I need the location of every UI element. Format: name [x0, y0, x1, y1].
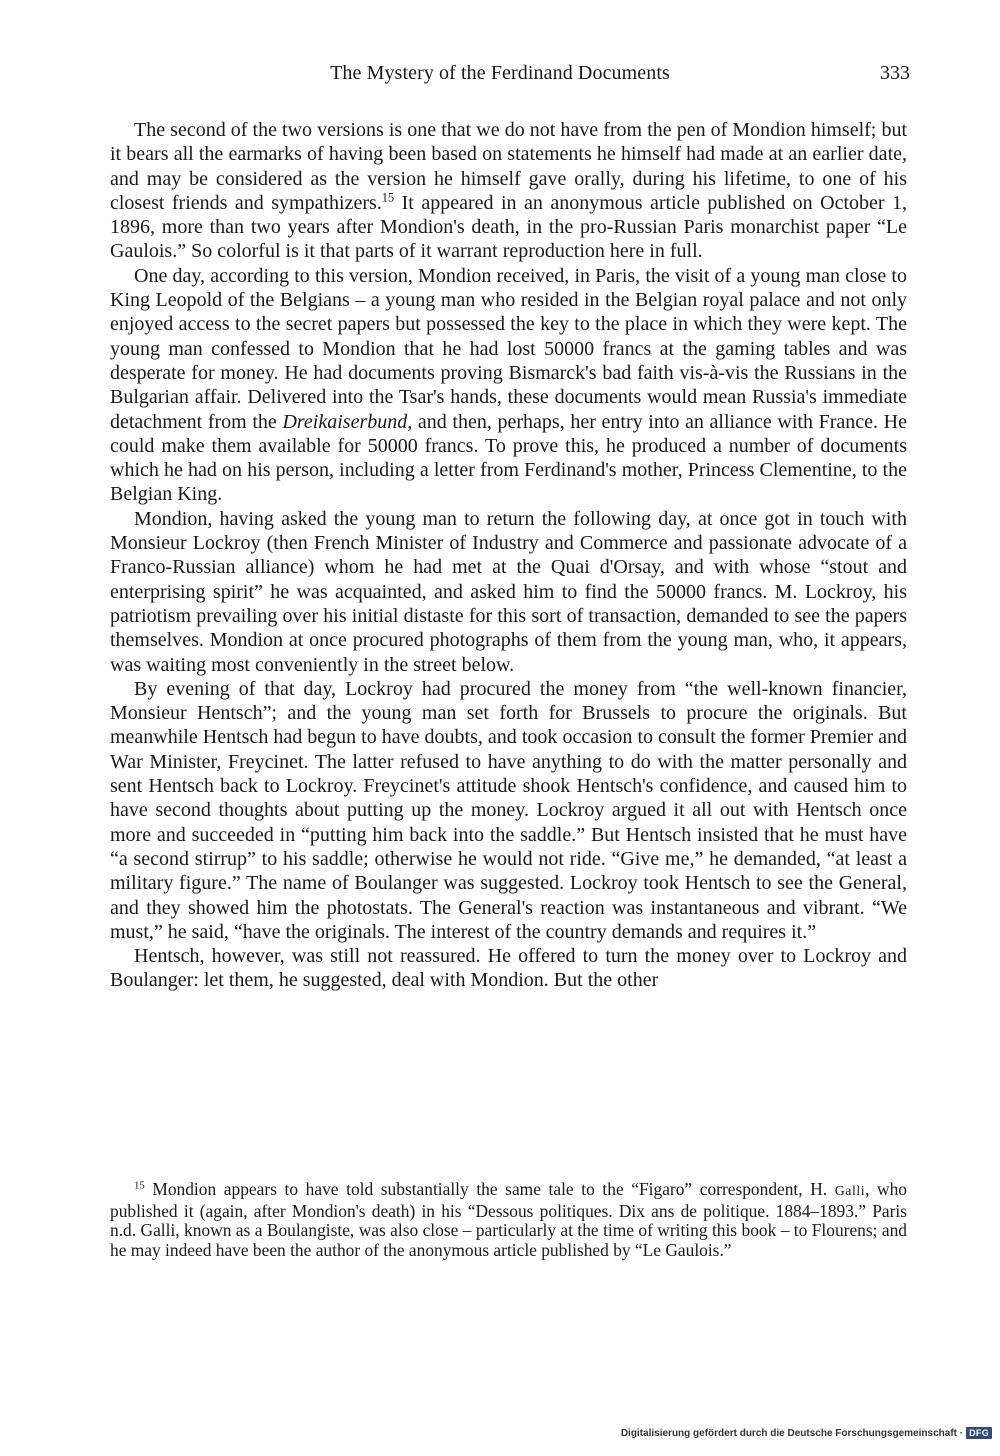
dfg-logo-icon: DFG: [966, 1427, 992, 1439]
italic-term-dreikaiserbund: Dreikaiserbund,: [282, 410, 413, 433]
footnote-15: [110, 1180, 907, 1260]
body-text: [110, 118, 907, 993]
paragraph-2-text-b: and then, perhaps, her entry into an alliance with France. He could make them available for 50000 francs. To prove this, he produced a number of documents which he had on his person, including a letter from Ferdinand's mother, Princess Clementine, to the Belgian King.: [110, 410, 907, 506]
paragraph-1: [110, 118, 907, 264]
paragraph-1-text-a: The second of the two versions is one that we do not have from the pen of Mondion himself; but it bears all the earmarks of having been based on statements he himself had made at an earlier date, and may be considered as the version he himself gave orally, during his lifetime, to one of his closest friends and sympathizers.: [110, 119, 907, 214]
paragraph-2-text-a: One day, according to this version, Mondion received, in Paris, the visit of a young man close to King Leopold of the Belgians – a young man who resided in the Belgian royal palace and not only enjoyed access to the secret papers but possessed the key to the place in which they were kept. The young man confessed to Mondion that he had lost 50000 francs at the gaming tables and was desperate for money. He had documents proving Bismarck's bad faith vis-à-vis the Russians in the Bulgarian affair. Delivered into the Tsar's hands, these documents would mean Russia's immediate detachment from the: [110, 264, 907, 433]
credit-text: Digitalisierung gefördert durch die Deutsche Forschungsgemeinschaft ·: [620, 1427, 964, 1439]
footnote-marker: 15: [134, 1179, 145, 1192]
paragraph-4: By evening of that day, Lockroy had procured the money from “the well-known financier, Monsieur Hentsch”; and the young man set forth for Brussels to procure the originals. But meanwhile Hentsch had begun to have doubts, and took occasion to consult the former Premier and War Minister, Freycinet. The latter refused to have anything to do with the matter personally and sent Hentsch back to Lockroy. Freycinet's attitude shook Hentsch's confidence, and caused him to have second thoughts about putting up the money. Lockroy argued it all out with Hentsch once more and succeeded in “putting him back into the saddle.” But Hentsch insisted that he must have “a second stirrup” to his saddle; otherwise he would not ride. “Give me,” he demanded, “at least a military figure.” The name of Boulanger was suggested. Lockroy took Hentsch to see the General, and they showed him the photostats. The General's reaction was instantaneous and vibrant. “We must,” he said, “have the originals. The interest of the country demands and requires it.”: [110, 677, 907, 943]
paragraph-2: [110, 264, 907, 507]
footnote-author-caps: Galli: [834, 1184, 866, 1199]
paragraph-1-text-b: It appeared in an anonymous article published on October 1, 1896, more than two years after Mondion's death, in the pro-Russian Paris monarchist paper “Le Gaulois.” So colorful is it that parts of it warrant reproduction here in full.: [110, 191, 908, 263]
footnote-reference-15: 15: [381, 190, 395, 205]
digitization-credit: [621, 1426, 992, 1440]
running-title: The Mystery of the Ferdinand Documents: [330, 62, 670, 84]
footnote-text-b: , who published it (again, after Mondion's death) in his “Dessous politiques. Dix ans de politique. 1884–1893.” Paris n.d. Galli, known as a Boulangiste, was also close – particularly at the time of writing this book – to Flourens; and he may indeed have been the author of the anonymous article published by “Le Gaulois.”: [110, 1179, 907, 1260]
footnote-block: [110, 1180, 907, 1260]
running-header: [0, 62, 1000, 92]
paragraph-5: Hentsch, however, was still not reassured. He offered to turn the money over to Lockroy and Boulanger: let them, he suggested, deal with Mondion. But the other: [110, 945, 907, 992]
page-number: 333: [880, 62, 910, 84]
footnote-text-a: Mondion appears to have told substantially the same tale to the “Figaro” correspondent, H.: [144, 1179, 835, 1199]
paragraph-3: Mondion, having asked the young man to return the following day, at once got in touch with Monsieur Lockroy (then French Minister of Industry and Commerce and passionate advocate of a Franco-Russian alliance) whom he had met at the Quai d'Orsay, and with whose “stout and enterprising spirit” he was acquainted, and asked him to find the 50000 francs. M. Lockroy, his patriotism prevailing over his initial distaste for this sort of transaction, demanded to see the papers themselves. Mondion at once procured photographs of them from the young man, who, it appears, was waiting most conveniently in the street below.: [110, 507, 907, 676]
